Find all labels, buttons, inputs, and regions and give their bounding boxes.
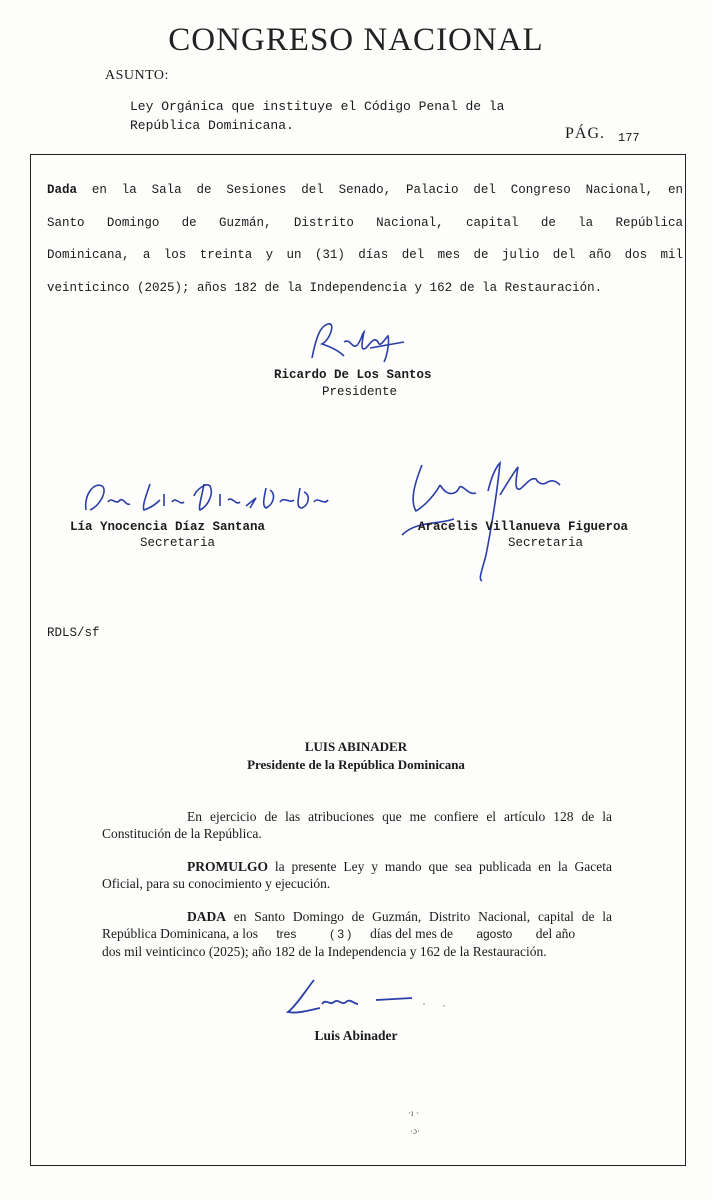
luis-abinader-signature-name: Luis Abinader	[314, 1028, 398, 1043]
document-title: CONGRESO NACIONAL	[168, 22, 544, 58]
secretary2-name: Aracelis Villanueva Figueroa	[418, 520, 629, 534]
dada-line-2	[102, 925, 612, 943]
senate-line-3: Dominicana, a los treinta y un (31) días del mes de julio del año dos mil	[47, 248, 683, 262]
month-value: agosto	[476, 927, 513, 941]
president-role: Presidente	[322, 385, 398, 399]
subject-line-1: Ley Orgánica que instituye el Código Penal de la	[130, 99, 505, 114]
luis-abinader-signature	[284, 976, 464, 1026]
dada-paragraph	[102, 908, 612, 960]
president-of-republic-title: Presidente de la República Dominicana	[247, 757, 465, 772]
senate-line-1	[47, 174, 683, 207]
attributions-line-2: Constitución de la República.	[102, 826, 262, 841]
promulgo-line-2: Oficial, para su conocimiento y ejecución.	[102, 876, 331, 891]
subject-line-2: República Dominicana.	[130, 118, 294, 133]
president-name: Ricardo De Los Santos	[274, 368, 432, 382]
dada-line-2-a: República Dominicana, a los	[102, 926, 258, 941]
dada-line-1	[102, 908, 612, 925]
dada-bold: DADA	[187, 909, 226, 924]
secretary1-signature	[80, 476, 340, 520]
attributions-paragraph	[102, 808, 612, 842]
promulgation-header	[0, 738, 712, 774]
senate-line-2: Santo Domingo de Guzmán, Distrito Nacional, capital de la República	[47, 215, 683, 230]
page-number: 177	[618, 131, 640, 145]
promulgo-line-1	[102, 858, 612, 875]
subject-text	[130, 97, 600, 135]
reference-initials: RDLS/sf	[47, 626, 100, 640]
stamp-mark-2: ·ɔ·	[410, 1126, 420, 1136]
secretary1-role: Secretaria	[140, 536, 216, 550]
senate-line-1-rest: en la Sala de Sesiones del Senado, Palacio del Congreso Nacional, en	[77, 183, 683, 197]
secretary1-name: Lía Ynocencia Díaz Santana	[70, 520, 266, 534]
promulgo-line-1-rest: la presente Ley y mando que sea publicada en la Gaceta	[268, 859, 612, 874]
subject-label: ASUNTO:	[105, 68, 169, 83]
day-word: tres	[276, 927, 297, 941]
dada-line-2-c: del año	[535, 926, 576, 941]
dada-line-2-b: días del mes de	[370, 926, 453, 941]
page-label: PÁG.	[565, 125, 606, 142]
senate-paragraph	[47, 174, 683, 304]
dada-line-3: dos mil veinticinco (2025); año 182 de la Independencia y 162 de la Restauración.	[102, 944, 547, 959]
promulgo-paragraph	[102, 858, 612, 892]
president-of-republic-name: LUIS ABINADER	[304, 739, 408, 754]
senate-line-4: veinticinco (2025); años 182 de la Independencia y 162 de la Restauración.	[47, 280, 603, 295]
senate-bold-word: Dada	[47, 183, 78, 197]
president-signature	[300, 318, 410, 368]
stamp-mark: ·ı ·	[408, 1108, 419, 1118]
day-number: ( 3 )	[330, 927, 352, 941]
promulgo-bold: PROMULGO	[187, 859, 268, 874]
secretary2-role: Secretaria	[508, 536, 584, 550]
attributions-line-1: En ejercicio de las atribuciones que me confiere el artículo 128 de la	[187, 809, 612, 824]
dada-line-1-rest: en Santo Domingo de Guzmán, Distrito Nacional, capital de la	[226, 909, 612, 924]
